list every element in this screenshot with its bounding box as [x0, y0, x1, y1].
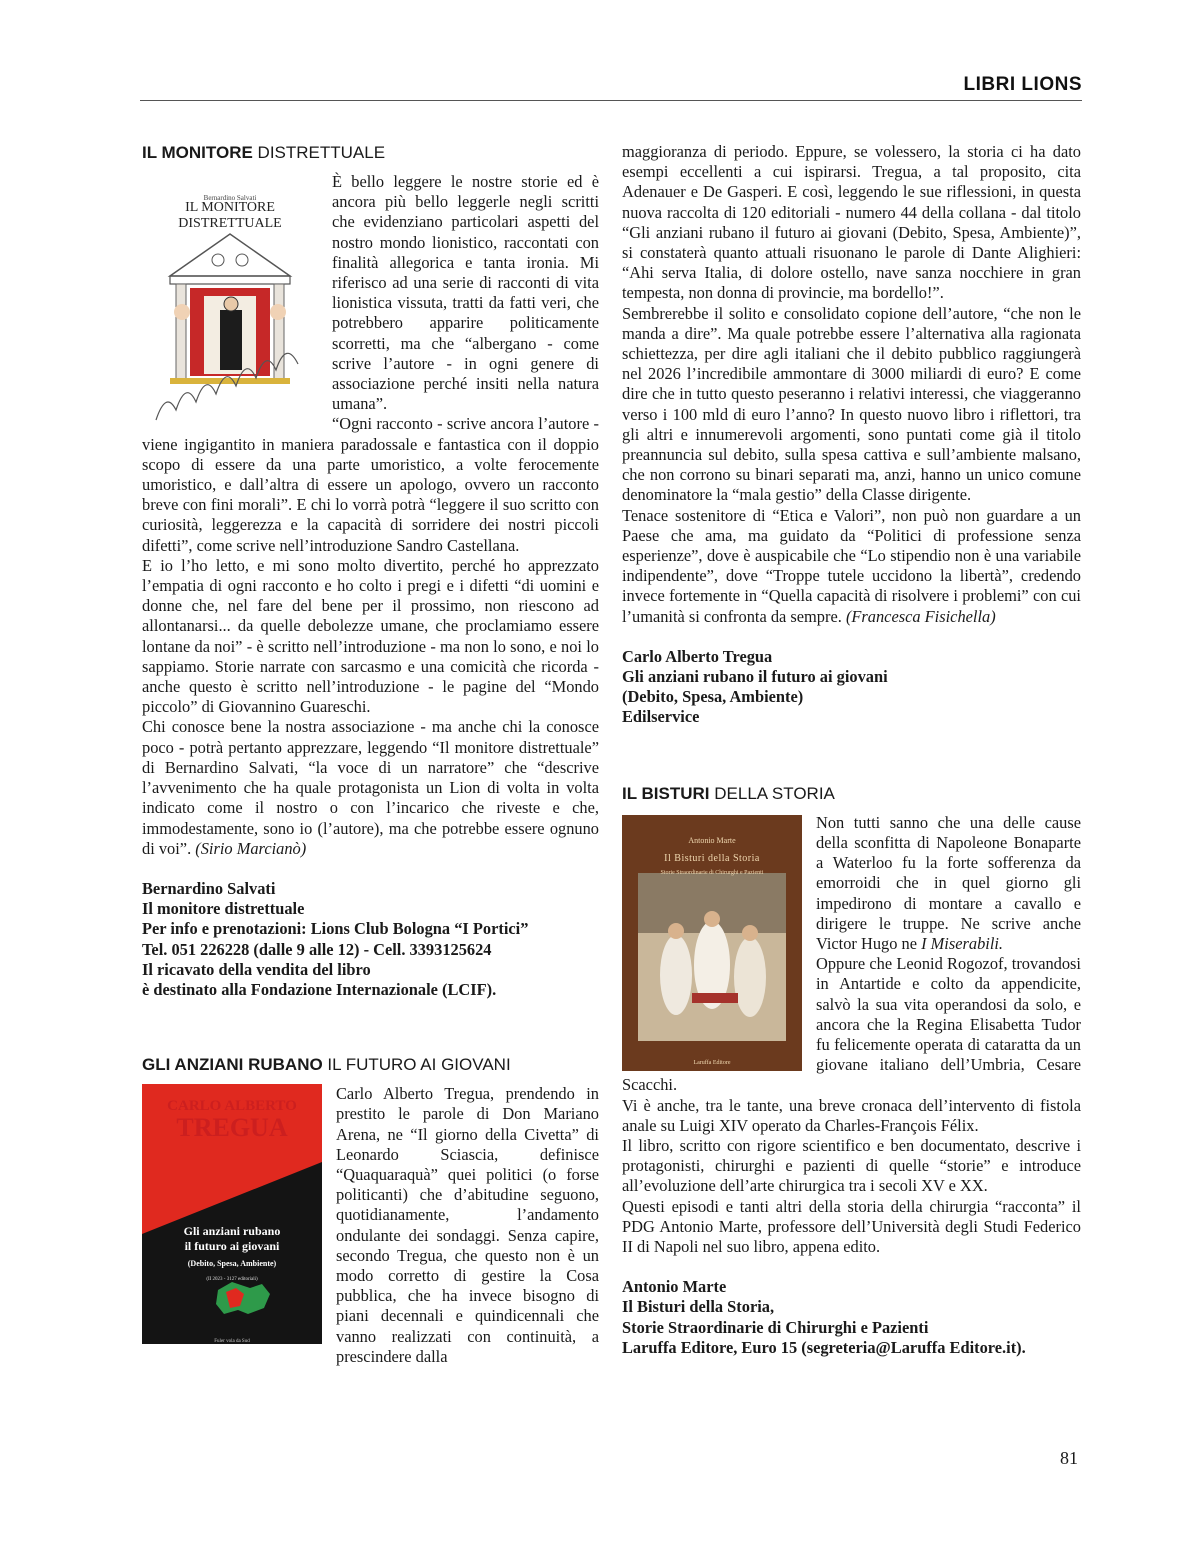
article2-title-rest: IL FUTURO AI GIOVANI	[322, 1055, 511, 1075]
credit-author: Antonio Marte	[622, 1277, 727, 1297]
credit-proceeds: Il ricavato della vendita del libro	[142, 959, 371, 979]
article2-paragraph-2: Sembrerebbe il solito e consolidato copione dell’autore, “che non le manda a dire”. Ma quale potrebbe essere l’alternativa alla ragionata schiettezza, per dire agli italiani che il debito pubblico raggiungerà nel 2026 l’incredibile ammontare di 3000 miliardi di euro? E come dire che in tutto questo peseranno i relativi interessi, che viaggeranno verso i 100 mld di euro l’anno? In questo nuovo libro i riflettori, tra gli altri e innumerevoli argomenti, sono puntati come già il titolo preannuncia sul debito, sulla spesa cattiva e sull’ambiente malsano, che non corrono su binari separati ma, anzi, hanno un unico comune denominatore la “mala gestio” della Classe dirigente.	[622, 303, 1081, 505]
article3-paragraph-3: Vi è anche, tra le tante, una breve cronaca dell’intervento di fistola anale su Luigi XIV operato da Charles-François Félix.	[622, 1095, 1081, 1135]
credit-title: Gli anziani rubano il futuro ai giovani	[622, 667, 888, 687]
article1-title	[142, 142, 599, 164]
section-title: LIBRI LIONS	[963, 74, 1082, 95]
bisturi-book-cover	[622, 815, 802, 1071]
credit-author: Carlo Alberto Tregua	[622, 646, 773, 666]
cover3-author: Antonio Marte	[688, 835, 736, 845]
cover2-footer: Fuler vola da Sud	[214, 1339, 250, 1345]
credit-publisher: Laruffa Editore, Euro 15 (segreteria@Laruffa Editore.it).	[622, 1337, 1026, 1357]
article2-p3-text: Tenace sostenitore di “Etica e Valori”, non può non guardare a un Paese che ama, ma guidato da “Politici di professione senza esperienze”, dove è auspicabile che “Lo stipendio non è una variabile indipendente”, dove “Troppe tutele uccidono la libertà”, credendo invece fortemente in “Quella capacità di risolvere i problemi” con cui l’umanità si confronta da sempre.	[622, 505, 1081, 626]
article2-paragraph-3	[622, 506, 1081, 627]
credit-publisher: Edilservice	[622, 707, 700, 727]
article3-credits	[622, 1277, 1081, 1358]
credit-foundation: è destinato alla Fondazione Internazionale (LCIF).	[142, 979, 497, 999]
article3-p1-italic: I Miserabili.	[921, 933, 1004, 953]
cover3-publisher: Laruffa Editore	[693, 1059, 731, 1066]
theater-illustration	[142, 172, 318, 430]
article3-title-rest: DELLA STORIA	[709, 783, 835, 803]
article2-paragraph-1-right: maggioranza di periodo. Eppure, se volessero, la storia ci ha dato esempi eccellenti a cui ispirarsi. Tregua, a tal proposito, cita Adenauer e De Gasperi. E così, leggendo le sue riflessioni, in questa nuova raccolta di 120 editoriali - numero 44 della collana - dal titolo “Gli anziani rubano il futuro ai giovani (Debito, Spesa, Ambiente)”, si constaterà quanto attuali risuonano le parole di Dante Alighieri: “Ahi serva Italia, di dolore ostello, nave sanza nocchiere in gran tempesta, non donna di provincie, ma bordello!”.	[622, 142, 1081, 303]
tregua-book-cover	[142, 1084, 322, 1344]
cover2-subtitle: (Debito, Spesa, Ambiente)	[187, 1259, 277, 1269]
credit-title: Il Bisturi della Storia,	[622, 1297, 775, 1317]
credit-subtitle: (Debito, Spesa, Ambiente)	[622, 687, 804, 707]
monitore-book-cover	[142, 172, 318, 430]
credit-subtitle: Storie Straordinarie di Chirurghi e Pazienti	[622, 1317, 929, 1337]
cover2-title	[142, 1224, 322, 1254]
cover1-title-line1: IL MONITORE	[185, 200, 275, 215]
right-column	[622, 142, 1081, 1358]
credit-author: Bernardino Salvati	[142, 878, 276, 898]
article2-signature: (Francesca Fisichella)	[845, 606, 996, 626]
article2-title	[142, 1054, 599, 1076]
article1-paragraph-4	[142, 717, 599, 858]
article1-paragraph-2: “Ogni racconto - scrive ancora l’autore - viene ingigantito in maniera paradossale e fantastica con il doppio scopo di essere da una parte umoristico, a volte ferocemente umoristico, e dall’altra di essere un apologo, ovvero un racconto breve con fini morali”. E chi lo vorrà potrà “leggere il suo scritto con curiosità, leggerezza e la capacità di sorridere dei nostri piccoli difetti”, come scrive nell’introduzione Sandro Castellana.	[142, 414, 599, 555]
credit-phone: Tel. 051 226228 (dalle 9 alle 12) - Cell. 3393125624	[142, 939, 492, 959]
article1-signature: (Sirio Marcianò)	[195, 838, 307, 858]
article1-title-bold: IL MONITORE	[142, 143, 253, 162]
article1-p4-text: Chi conosce bene la nostra associazione - ma anche chi la conosce poco - potrà pertanto apprezzare, leggendo “Il monitore distrettuale” di Bernardino Salvati, “la voce di un narratore” che “descrive l’avvenimento che ha quale protagonista un Lion di volta in volta indicato come il nostro o con l’incarico che riveste e che, immodestamente, sono io (l’autore), ma che potrebbe essere ognuno di voi”.	[142, 717, 599, 858]
left-column	[142, 142, 599, 1367]
article3-paragraph-4: Il libro, scritto con rigore scientifico e ben documentato, descrive i protagonisti, chirurghi e pazienti di quelle “storie” e introduce all’evoluzione dell’arte chirurgica tra i secoli XV e XX.	[622, 1135, 1081, 1196]
article1-title-rest: DISTRETTUALE	[252, 143, 386, 162]
article1-paragraph-1: È bello leggere le nostre storie ed è ancora più bello leggerle negli scritti che evidenziano particolari aspetti del nostro mondo lionistico, raccontati con finalità allegorica e tanta ironia. Mi riferisco ad una serie di racconti di vita lionistica vissuta, tratti da fatti veri, che potrebbero apparire politicamente scorretti, ma che “albergano - come scrive l’autore - in ogni genere di associazione perché insiti nella natura umana”.	[332, 172, 599, 414]
article1-credits	[142, 879, 599, 1000]
cover2-title-line2: il futuro ai giovani	[184, 1239, 280, 1254]
article3-p1-text: Non tutti sanno che una delle cause della sconfitta di Napoleone Bonaparte a Waterloo fu la forte sofferenza da emorroidi che in quel giorno gli impedirono di montare a cavallo e dirigere le truppe. Ne scrive anche Victor Hugo ne	[816, 812, 1081, 953]
article2-paragraph-1-left: Carlo Alberto Tregua, prendendo in prestito le parole di Don Mariano Arena, ne “Il giorno della Civetta” di Leonardo Sciascia, definisce “Quaquaraquà” quei politici (o forse politicanti) che d’abitudine seguono, quotidianamente, l’andamento ondulante dei sondaggi. Senza capire, secondo Tregua, che questo non è un modo corretto di gestire la Cosa pubblica, che ha invece bisogno di piani decennali e quindicennali che vanno realizzati con continuità, a prescindere dalla	[336, 1084, 599, 1366]
cover2-small: (II 2023 - 3127 editoriali)	[206, 1277, 258, 1283]
credit-title: Il monitore distrettuale	[142, 899, 305, 919]
page-number: 81	[1060, 1448, 1078, 1468]
article3-paragraph-5: Questi episodi e tanti altri della storia della chirurgia “racconta” il PDG Antonio Marte, professore dell’Università degli Studi Federico II di Napoli nel suo libro, appena edito.	[622, 1196, 1081, 1256]
cover2-name: TREGUA	[176, 1113, 288, 1143]
cover1-author: Bernardino Salvati	[203, 194, 257, 202]
article3-title-bold: IL BISTURI	[622, 783, 710, 803]
cover1-title-line2: DISTRETTUALE	[178, 216, 282, 231]
cover2-author: CARLO ALBERTO	[167, 1098, 297, 1115]
article1-paragraph-3: E io l’ho letto, e mi sono molto divertito, perché ho apprezzato l’empatia di ogni racconto e ho colto i pregi e i difetti “di uomini e donne che, nel fare del bene per il prossimo, non riescono ad allontanarsi... da quelle debolezze umane, che proclamiamo essere lontane da noi” - è scritto nell’introduzione - ma non lo sono, e noi lo sappiamo. Storie narrate con sarcasmo e una comicità che ricorda - anche questo è scritto nell’introduzione - le pagine del “Mondo piccolo” di Giovannino Guareschi.	[142, 555, 599, 717]
article2-title-bold: GLI ANZIANI RUBANO	[142, 1055, 323, 1075]
cover3-subtitle: Storie Straordinarie di Chirurghi e Pazienti	[660, 869, 764, 876]
article2-credits	[622, 647, 1081, 728]
page-header	[140, 74, 1082, 101]
credit-info: Per info e prenotazioni: Lions Club Bologna “I Portici”	[142, 919, 529, 939]
cover3-title: Il Bisturi della Storia	[664, 852, 760, 864]
article3-title	[622, 783, 1081, 805]
article3-paragraph-2: Oppure che Leonid Rogozof, trovandosi in Antartide e colto da appendicite, salvò la sua vita operandosi da solo, e ancora che la Regina Elisabetta Tudor fu felicemente operata di cataratta da un giovane italiano dell’Umbria, Cesare Scacchi.	[622, 954, 1081, 1095]
cover2-title-line1: Gli anziani rubano	[183, 1224, 281, 1239]
